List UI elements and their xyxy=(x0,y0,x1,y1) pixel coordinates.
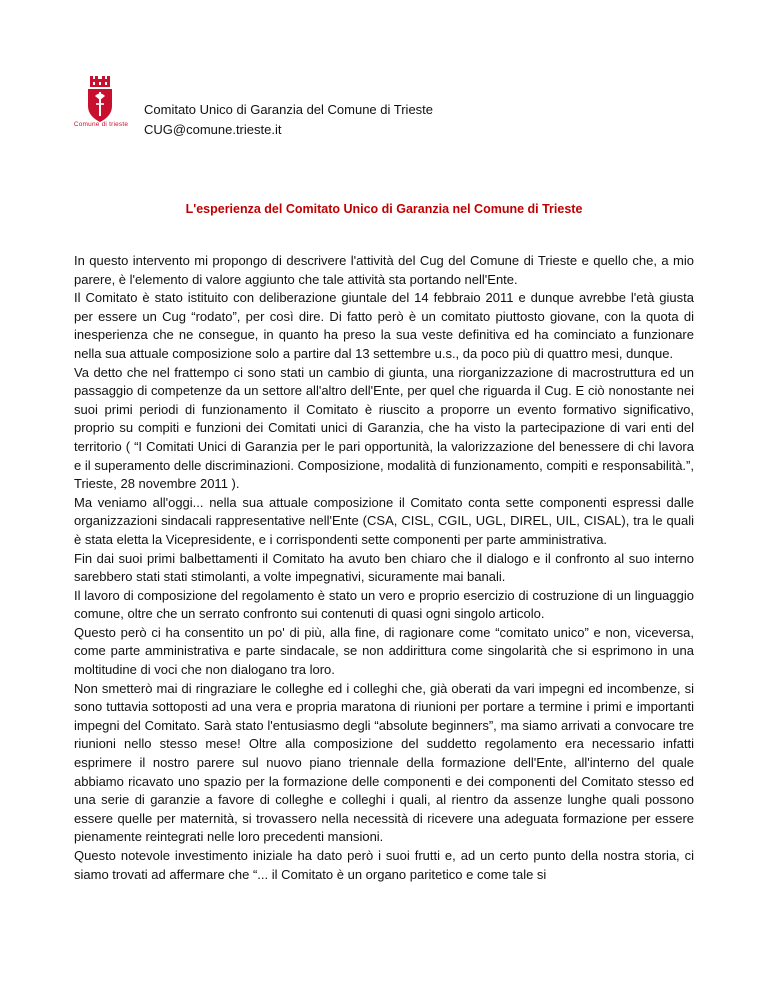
paragraph: In questo intervento mi propongo di descrivere l'attività del Cug del Comune di Trieste e quello che, a mio parere, è l'elemento di valore aggiunto che tale attività sta portando nell'Ente. xyxy=(74,253,694,287)
paragraph: Questo però ci ha consentito un po' di più, alla fine, di ragionare come “comitato unico” e non, viceversa, come parte amministrativa e parte sindacale, se non addirittura come singolarità che si esprimono in una moltitudine di voci che non dialogano tra loro. xyxy=(74,624,694,678)
contact-email[interactable]: CUG@comune.trieste.it xyxy=(144,122,282,137)
trieste-crest-icon xyxy=(70,76,130,124)
paragraph: Fin dai suoi primi balbettamenti il Comitato ha avuto ben chiaro che il dialogo e il confronto al suo interno sarebbero stati stati stimolanti, a volte impegnativi, sicuramente mai banali. xyxy=(74,550,694,585)
document-header xyxy=(144,100,433,140)
paragraph: Non smetterò mai di ringraziare le colleghe ed i colleghi che, già oberati da vari impegni ed incombenze, si sono tuttavia sottoposti ad una vera e propria maratona di riunioni per portare a termine i primi e importanti impegni del Comitato. Sarà stato l'entusiasmo degli “absolute beginners”, ma siamo arrivati a convocare tre riunioni nello stesso mese! Oltre alla composizione del suddetto regolamento era necessario infatti esprimere il nostro parere sul nuovo piano triennale della formazione dell'Ente, all'interno del quale abbiamo ricavato uno spazio per la formazione delle componenti e dei componenti del Comitato stesso ed una serie di garanzie a favore di colleghe e colleghi i quali, al rientro da assenze lunghe quali possono essere quelle per maternità, si trovassero nella necessità di ricevere una adeguata formazione per essere pienamente reintegrati nelle loro precedenti mansioni. xyxy=(74,680,694,845)
document-body xyxy=(74,252,694,884)
paragraph: Va detto che nel frattempo ci sono stati un cambio di giunta, una riorganizzazione di macrostruttura ed un passaggio di competenze da un settore all'altro dell'Ente, per quel che riguarda il Cug. E ciò nonostante nei suoi primi periodi di funzionamento il Comitato è riuscito a proporre un evento formativo significativo, proprio su compiti e funzioni dei Comitati unici di Garanzia, che ha visto la partecipazione di vari enti del territorio ( “I Comitati Unici di Garanzia per le pari opportunità, la valorizzazione del benessere di chi lavora e il superamento delle discriminazioni. Composizione, modalità di funzionamento, compiti e responsabilità.”, Trieste, 28 novembre 2011 ). xyxy=(74,364,694,492)
paragraph: Ma veniamo all'oggi... nella sua attuale composizione il Comitato conta sette componenti espressi dalle organizzazioni sindacali rappresentative nell'Ente (CSA, CISL, CGIL, UGL, DIREL, UIL, CISAL), tra le quali è stata eletta la Vicepresidente, e i corrispondenti sette componenti per parte amministrativa. xyxy=(74,494,694,547)
organization-name: Comitato Unico di Garanzia del Comune di Trieste xyxy=(144,102,434,117)
paragraph: Il lavoro di composizione del regolamento è stato un vero e proprio esercizio di costruzione di un linguaggio comune, oltre che un serrato confronto sui contenuti di quasi ogni singolo articolo. xyxy=(74,587,694,622)
logo-caption: Comune di trieste xyxy=(73,121,129,128)
paragraph: Questo notevole investimento iniziale ha dato però i suoi frutti e, ad un certo punto della nostra storia, ci siamo trovati ad affermare che “... il Comitato è un organo paritetico e come tale si xyxy=(74,848,694,882)
document-title: L'esperienza del Comitato Unico di Garanzia nel Comune di Trieste xyxy=(185,202,583,216)
paragraph: Il Comitato è stato istituito con deliberazione giuntale del 14 febbraio 2011 e dunque avrebbe l'età giusta per essere un Cug “rodato”, per così dire. Di fatto però è un comitato piuttosto giovane, con la quota di inesperienza che ne consegue, in quanto ha preso la sua veste definitiva ed ha cominciato a funzionare nella sua attuale composizione solo a partire dal 13 settembre u.s., da poco più di quattro mesi, dunque. xyxy=(74,290,694,361)
